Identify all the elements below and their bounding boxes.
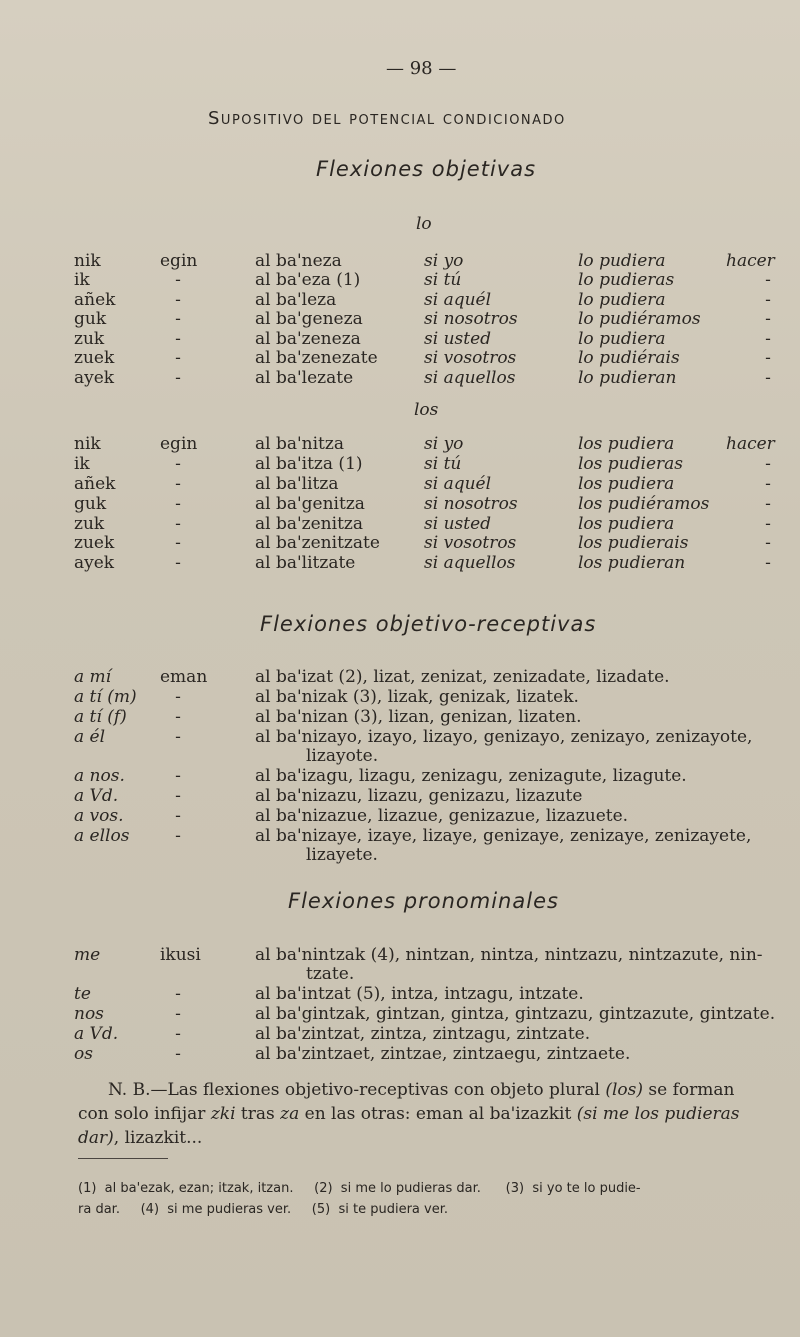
table-row: [0, 514, 800, 534]
form: al ba'genitza: [255, 494, 365, 514]
translation-si: si vosotros: [424, 348, 517, 368]
form: al ba'zenezate: [255, 348, 378, 368]
list-item: [0, 826, 800, 846]
translation-verb: lo pudieran: [578, 368, 677, 388]
table-row: [0, 494, 800, 514]
ditto-mark: -: [765, 454, 771, 474]
form: al ba'zenitza: [255, 514, 363, 534]
translation-verb: lo pudiéramos: [578, 309, 701, 329]
list-item: [0, 945, 800, 965]
object-pronoun: nos: [74, 1004, 104, 1024]
translation-verb: los pudiera: [578, 514, 675, 534]
forms-continued: lizayote.: [306, 746, 379, 766]
table-row: [0, 553, 800, 573]
form: al ba'leza: [255, 290, 337, 310]
note-paragraph: [78, 1080, 794, 1149]
list-item: [0, 707, 800, 727]
ditto-mark: -: [175, 494, 181, 514]
pronoun: ayek: [74, 368, 115, 388]
list-item: [0, 984, 800, 1004]
note-text: , lizazkit...: [113, 1128, 203, 1148]
list-item: [0, 1024, 800, 1044]
ditto-mark: -: [175, 1004, 181, 1024]
ditto-mark: -: [765, 270, 771, 290]
ditto-mark: -: [175, 766, 181, 786]
table-row: [0, 251, 800, 271]
forms: al ba'intzat (5), intza, intzagu, intzate.: [255, 984, 584, 1004]
forms: al ba'nintzak (4), nintzan, nintza, nintzazu, nintzazute, nin-: [255, 945, 763, 965]
hacer: hacer: [726, 434, 775, 454]
note-emphasis: za: [280, 1104, 300, 1124]
verb: ikusi: [160, 945, 201, 965]
pronoun: ik: [74, 270, 90, 290]
ditto-mark: -: [175, 786, 181, 806]
object-pronoun: me: [74, 945, 101, 965]
ditto-mark: -: [175, 1044, 181, 1064]
ditto-mark: -: [175, 727, 181, 747]
verb: egin: [160, 434, 198, 454]
ditto-mark: -: [175, 553, 181, 573]
translation-verb: los pudiéramos: [578, 494, 710, 514]
footnote-divider: [78, 1158, 168, 1159]
note-emphasis: (si me los pudieras: [576, 1104, 740, 1124]
table-row: [0, 474, 800, 494]
group-lo-label: lo: [416, 214, 432, 234]
table-row: [0, 270, 800, 290]
ditto-mark: -: [765, 533, 771, 553]
object-pronoun: os: [74, 1044, 93, 1064]
ditto-mark: -: [175, 984, 181, 1004]
forms: al ba'nizayo, izayo, lizayo, genizayo, zenizayo, zenizayote,: [255, 727, 753, 747]
ditto-mark: -: [175, 454, 181, 474]
forms: al ba'nizazu, lizazu, genizazu, lizazute: [255, 786, 583, 806]
form: al ba'zenitzate: [255, 533, 380, 553]
ditto-mark: -: [765, 348, 771, 368]
translation-si: si aquél: [424, 474, 492, 494]
footnote-line: (1) al ba'ezak, ezan; itzak, itzan. (2) si me lo pudieras dar. (3) si yo te lo pudie-: [78, 1181, 641, 1196]
list-item: [0, 806, 800, 826]
ditto-mark: -: [765, 514, 771, 534]
ditto-mark: -: [765, 368, 771, 388]
recipient: a mí: [74, 667, 112, 687]
table-row: [0, 290, 800, 310]
ditto-mark: -: [765, 329, 771, 349]
forms: al ba'izagu, lizagu, zenizagu, zenizagute, lizagute.: [255, 766, 687, 786]
note-emphasis: zki: [210, 1104, 236, 1124]
form: al ba'litza: [255, 474, 339, 494]
forms: al ba'nizaye, izaye, lizaye, genizaye, zenizaye, zenizayete,: [255, 826, 752, 846]
recipient: a nos.: [74, 766, 125, 786]
forms-continued: lizayete.: [306, 845, 378, 865]
forms-continued: tzate.: [306, 964, 355, 984]
translation-verb: lo pudiera: [578, 251, 666, 271]
recipient: a vos.: [74, 806, 124, 826]
page-title: Supositivo del potencial condicionado: [208, 108, 566, 129]
table-row: [0, 329, 800, 349]
table-row: [0, 454, 800, 474]
pronoun: ik: [74, 454, 90, 474]
table-row: [0, 368, 800, 388]
translation-si: si tú: [424, 454, 462, 474]
table-row: [0, 309, 800, 329]
ditto-mark: -: [765, 494, 771, 514]
forms: al ba'zintzaet, zintzae, zintzaegu, zintzaete.: [255, 1044, 631, 1064]
translation-si: si aquellos: [424, 368, 516, 388]
section2-heading: Flexiones objetivo-receptivas: [260, 612, 597, 636]
recipient: a tí (m): [74, 687, 137, 707]
forms: al ba'nizak (3), lizak, genizak, lizatek.: [255, 687, 579, 707]
forms: al ba'gintzak, gintzan, gintza, gintzazu, gintzazute, gintzate.: [255, 1004, 776, 1024]
ditto-mark: -: [175, 1024, 181, 1044]
list-item-continuation: [0, 964, 800, 984]
translation-verb: lo pudiera: [578, 329, 666, 349]
footnote-line: ra dar. (4) si me pudieras ver. (5) si te pudiera ver.: [78, 1202, 448, 1217]
translation-verb: los pudierais: [578, 533, 689, 553]
object-pronoun: te: [74, 984, 91, 1004]
translation-verb: lo pudiera: [578, 290, 666, 310]
list-item: [0, 1004, 800, 1024]
page-number: — 98 —: [386, 58, 457, 79]
translation-verb: lo pudiérais: [578, 348, 680, 368]
translation-si: si aquél: [424, 290, 492, 310]
translation-si: si nosotros: [424, 494, 518, 514]
table-row: [0, 348, 800, 368]
list-item: [0, 786, 800, 806]
ditto-mark: -: [175, 368, 181, 388]
form: al ba'eza (1): [255, 270, 361, 290]
ditto-mark: -: [765, 290, 771, 310]
forms: al ba'zintzat, zintza, zintzagu, zintzate.: [255, 1024, 591, 1044]
translation-verb: los pudiera: [578, 474, 675, 494]
translation-si: si yo: [424, 251, 464, 271]
note-emphasis: dar): [78, 1128, 114, 1148]
pronoun: guk: [74, 494, 107, 514]
section3-heading: Flexiones pronominales: [288, 889, 559, 913]
translation-verb: los pudieran: [578, 553, 686, 573]
pronoun: añek: [74, 474, 116, 494]
list-item-continuation: [0, 746, 800, 766]
list-item-continuation: [0, 845, 800, 865]
note-text: con solo infijar: [78, 1104, 211, 1124]
list-item: [0, 766, 800, 786]
forms: al ba'izat (2), lizat, zenizat, zenizadate, lizadate.: [255, 667, 670, 687]
ditto-mark: -: [765, 474, 771, 494]
pronoun: nik: [74, 251, 101, 271]
translation-si: si usted: [424, 514, 492, 534]
ditto-mark: -: [175, 290, 181, 310]
translation-si: si tú: [424, 270, 462, 290]
ditto-mark: -: [175, 806, 181, 826]
form: al ba'zeneza: [255, 329, 361, 349]
verb: egin: [160, 251, 198, 271]
pronoun: zuk: [74, 514, 105, 534]
list-item: [0, 1044, 800, 1064]
translation-si: si nosotros: [424, 309, 518, 329]
list-item: [0, 667, 800, 687]
translation-si: si aquellos: [424, 553, 516, 573]
translation-si: si usted: [424, 329, 492, 349]
ditto-mark: -: [765, 553, 771, 573]
translation-verb: los pudiera: [578, 434, 675, 454]
form: al ba'nitza: [255, 434, 344, 454]
ditto-mark: -: [175, 687, 181, 707]
form: al ba'litzate: [255, 553, 356, 573]
note-text: tras: [235, 1104, 281, 1124]
ditto-mark: -: [175, 826, 181, 846]
table-row: [0, 434, 800, 454]
section1-heading: Flexiones objetivas: [316, 157, 537, 181]
table-row: [0, 533, 800, 553]
pronoun: zuek: [74, 533, 115, 553]
note-text: N. B.—Las flexiones objetivo-receptivas con objeto plural: [108, 1080, 606, 1100]
recipient: a él: [74, 727, 106, 747]
forms: al ba'nizan (3), lizan, genizan, lizaten.: [255, 707, 582, 727]
pronoun: zuk: [74, 329, 105, 349]
ditto-mark: -: [175, 270, 181, 290]
pronoun: ayek: [74, 553, 115, 573]
forms: al ba'nizazue, lizazue, genizazue, lizazuete.: [255, 806, 629, 826]
list-item: [0, 727, 800, 747]
hacer: hacer: [726, 251, 775, 271]
translation-si: si yo: [424, 434, 464, 454]
ditto-mark: -: [175, 707, 181, 727]
pronoun: nik: [74, 434, 101, 454]
list-item: [0, 687, 800, 707]
note-text: en las otras: eman al ba'izazkit: [299, 1104, 577, 1124]
translation-verb: los pudieras: [578, 454, 683, 474]
ditto-mark: -: [175, 348, 181, 368]
ditto-mark: -: [765, 309, 771, 329]
recipient: a ellos: [74, 826, 130, 846]
form: al ba'lezate: [255, 368, 354, 388]
pronoun: guk: [74, 309, 107, 329]
recipient: a Vd.: [74, 786, 119, 806]
ditto-mark: -: [175, 474, 181, 494]
translation-si: si vosotros: [424, 533, 517, 553]
note-emphasis: (los): [605, 1080, 643, 1100]
verb: eman: [160, 667, 208, 687]
ditto-mark: -: [175, 514, 181, 534]
ditto-mark: -: [175, 533, 181, 553]
translation-verb: lo pudieras: [578, 270, 675, 290]
ditto-mark: -: [175, 329, 181, 349]
pronoun: añek: [74, 290, 116, 310]
object-pronoun: a Vd.: [74, 1024, 119, 1044]
recipient: a tí (f): [74, 707, 127, 727]
ditto-mark: -: [175, 309, 181, 329]
note-text: se forman: [643, 1080, 735, 1100]
form: al ba'neza: [255, 251, 342, 271]
form: al ba'itza (1): [255, 454, 363, 474]
form: al ba'geneza: [255, 309, 363, 329]
pronoun: zuek: [74, 348, 115, 368]
group-los-label: los: [414, 400, 439, 420]
